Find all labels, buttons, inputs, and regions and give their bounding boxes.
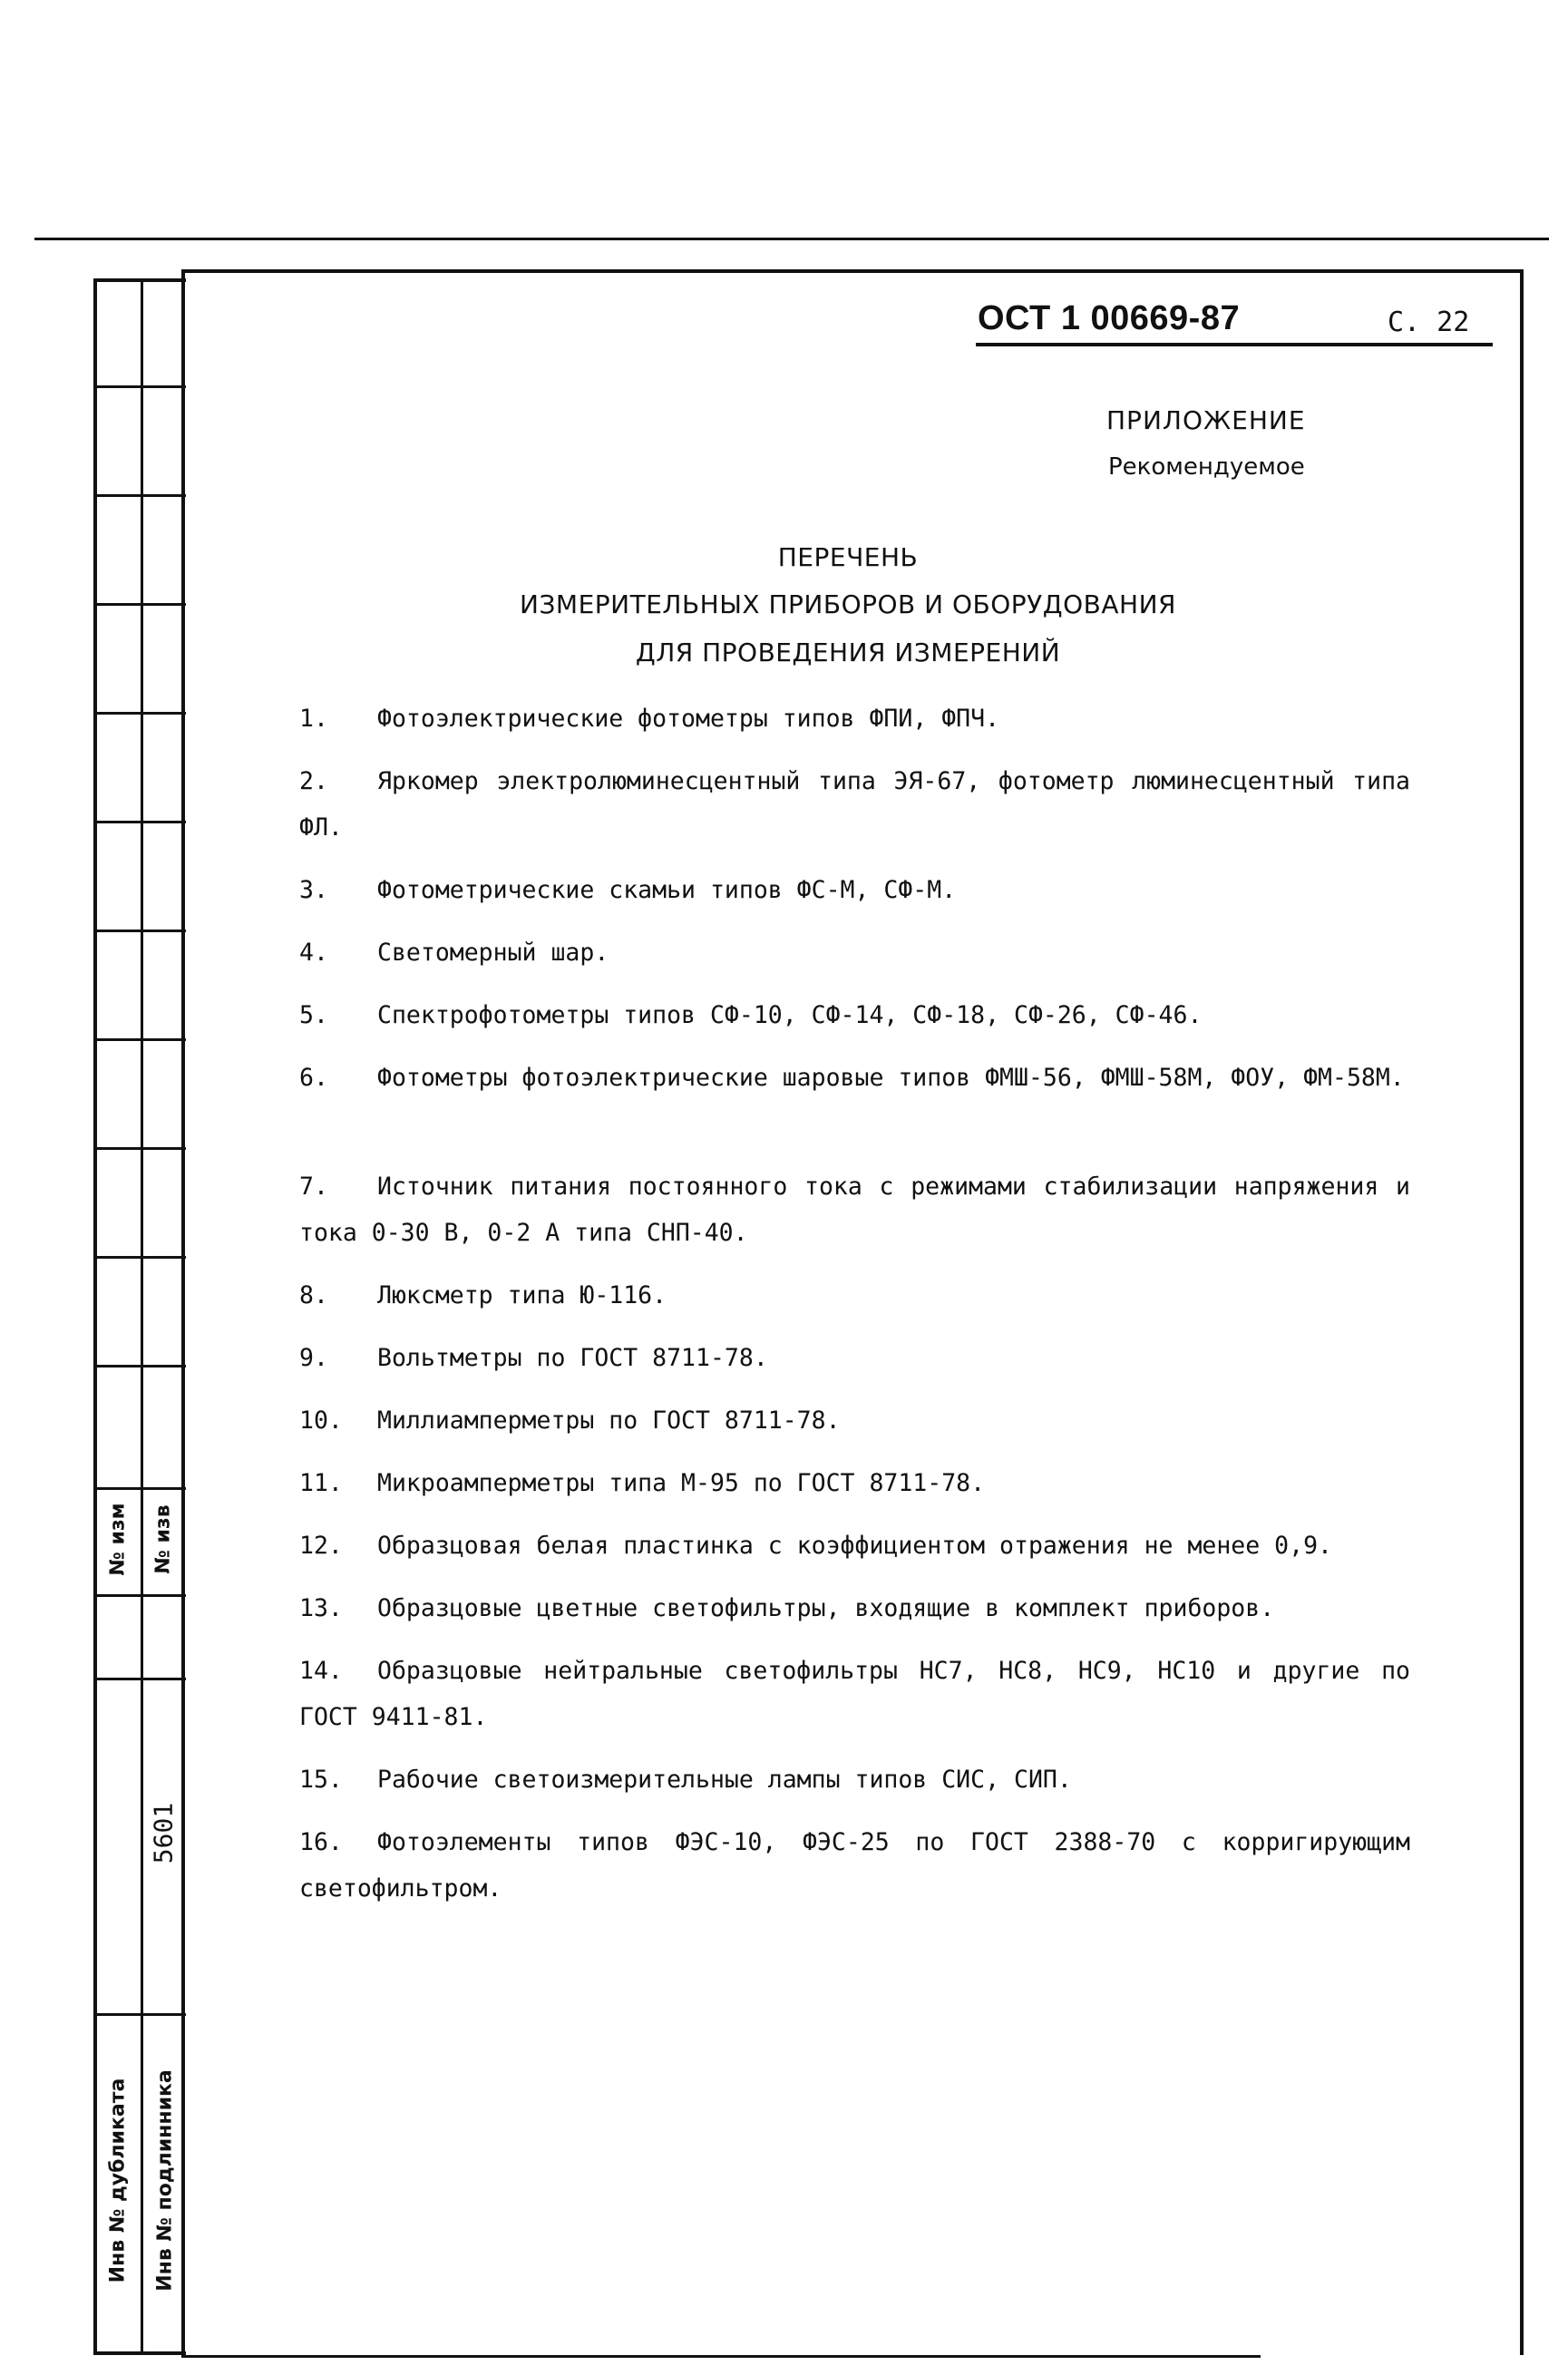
stamp-izm-label: № изм (106, 1503, 130, 1576)
list-item: 8. Люксметр типа Ю-116. (299, 1281, 667, 1309)
stamp-cell-line (93, 712, 186, 715)
header-rule (976, 343, 1493, 346)
stamp-cell-line (93, 1678, 186, 1680)
top-border-line (34, 238, 1549, 240)
stamp-cell-line (93, 385, 186, 388)
appendix-title: ПРИЛОЖЕНИЕ (1106, 405, 1306, 435)
heading-line-3: ДЛЯ ПРОВЕДЕНИЯ ИЗМЕРЕНИЙ (635, 638, 1061, 667)
stamp-cell-line (93, 603, 186, 606)
list-item: 7. Источник питания постоянного тока с режимами стабилизации напряжения и тока 0-30 В, 0-2 А типа СНП-40. (299, 1173, 1410, 1247)
side-stamp-strip (93, 278, 186, 2355)
list-item: 12. Образцовая белая пластинка с коэффициентом отражения не менее 0,9. (299, 1532, 1332, 1560)
list-item: 5. Спектрофотометры типов СФ-10, СФ-14, СФ-18, СФ-26, СФ-46. (299, 1001, 1203, 1029)
stamp-inv-number: 5601 (148, 1802, 179, 1864)
stamp-cell-line (93, 2013, 186, 2016)
list-item: 10. Миллиамперметры по ГОСТ 8711-78. (299, 1407, 841, 1435)
stamp-orig-label: Инв № подлинника (153, 2069, 177, 2292)
stamp-cell-line (93, 1147, 186, 1150)
stamp-cell-line (93, 494, 186, 497)
list-item: 16. Фотоэлементы типов ФЭС-10, ФЭС-25 по ГОСТ 2388-70 с корригирующим светофильтром. (299, 1828, 1410, 1903)
stamp-cell-line (93, 1594, 186, 1597)
list-item: 1. Фотоэлектрические фотометры типов ФПИ, ФПЧ. (299, 705, 1000, 733)
stamp-cell-line (93, 1365, 186, 1368)
frame-bottom-line (181, 2355, 1261, 2358)
list-item: 13. Образцовые цветные светофильтры, входящие в комплект приборов. (299, 1594, 1275, 1622)
list-item: 4. Светомерный шар. (299, 939, 609, 967)
list-item: 11. Микроамперметры типа М-95 по ГОСТ 8711-78. (299, 1469, 986, 1497)
stamp-cell-line (93, 1487, 186, 1490)
list-item: 3. Фотометрические скамьи типов ФС-М, СФ-М. (299, 876, 957, 904)
stamp-cell-line (93, 930, 186, 932)
list-item: 6. Фотометры фотоэлектрические шаровые типов ФМШ-56, ФМШ-58М, ФОУ, ФМ-58М. (299, 1064, 1405, 1092)
list-item: 2. Яркомер электролюминесцентный типа ЭЯ-67, фотометр люминесцентный типа ФЛ. (299, 767, 1410, 842)
list-item: 14. Образцовые нейтральные светофильтры НС7, НС8, НС9, НС10 и другие по ГОСТ 9411-81. (299, 1657, 1410, 1731)
list-item: 9. Вольтметры по ГОСТ 8711-78. (299, 1344, 768, 1372)
appendix-status: Рекомендуемое (1108, 453, 1305, 481)
stamp-cell-line (93, 1038, 186, 1041)
list-item: 15. Рабочие светоизмерительные лампы типов СИС, СИП. (299, 1766, 1072, 1794)
stamp-izv-label: № изв (151, 1504, 175, 1574)
page-number: С. 22 (1388, 307, 1470, 338)
document-code: ОСТ 1 00669-87 (978, 299, 1241, 337)
heading-line-1: ПЕРЕЧЕНЬ (777, 542, 919, 572)
stamp-cell-line (93, 821, 186, 823)
heading-line-2: ИЗМЕРИТЕЛЬНЫХ ПРИБОРОВ И ОБОРУДОВАНИЯ (520, 589, 1176, 619)
stamp-dup-label: Инв № дубликата (106, 2078, 130, 2283)
side-stamp-divider (141, 278, 143, 2355)
stamp-cell-line (93, 1256, 186, 1259)
